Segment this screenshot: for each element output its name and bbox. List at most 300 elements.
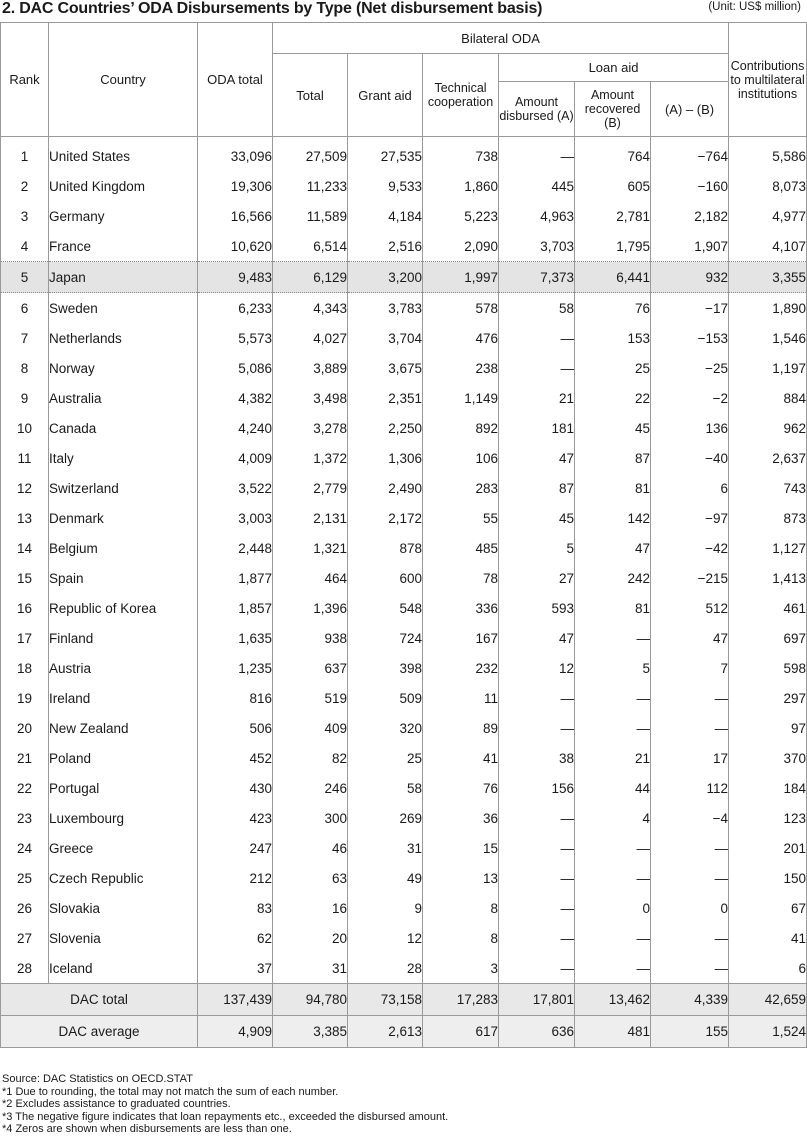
- technical-cooperation-cell: 336: [423, 593, 499, 623]
- oda-total-cell: 1,235: [198, 653, 273, 683]
- rank-cell: 23: [1, 803, 49, 833]
- amount-recovered-cell: 4: [575, 803, 651, 833]
- technical-cooperation-cell: 15: [423, 833, 499, 863]
- table-row: [1, 201, 807, 231]
- grant-aid-cell: 269: [348, 803, 423, 833]
- grant-aid-cell: 73,158: [348, 984, 423, 1016]
- rank-cell: 13: [1, 503, 49, 533]
- bilateral-total-cell: 2,131: [273, 503, 348, 533]
- bilateral-total-cell: 300: [273, 803, 348, 833]
- technical-cooperation-cell: 13: [423, 863, 499, 893]
- table-row: [1, 563, 807, 593]
- contributions-cell: 97: [729, 713, 807, 743]
- country-cell: Greece: [49, 833, 198, 863]
- oda-total-cell: 3,003: [198, 503, 273, 533]
- contributions-cell: 461: [729, 593, 807, 623]
- dac-average-row: [1, 1016, 807, 1048]
- amount-disbursed-cell: —: [499, 323, 575, 353]
- table-row: [1, 503, 807, 533]
- net-loan-cell: —: [651, 953, 729, 984]
- amount-disbursed-cell: 3,703: [499, 231, 575, 262]
- footnotes: [2, 1073, 448, 1136]
- grant-aid-cell: 58: [348, 773, 423, 803]
- unit-label: (Unit: US$ million): [708, 1, 801, 13]
- amount-recovered-cell: 142: [575, 503, 651, 533]
- technical-cooperation-cell: 167: [423, 623, 499, 653]
- technical-cooperation-cell: 106: [423, 443, 499, 473]
- rank-cell: 9: [1, 383, 49, 413]
- technical-cooperation-cell: 1,997: [423, 262, 499, 293]
- footnote-3: *3 The negative figure indicates that loan repayments etc., exceeded the disbursed amount.: [2, 1110, 449, 1123]
- bilateral-total-cell: 6,514: [273, 231, 348, 262]
- oda-total-cell: 506: [198, 713, 273, 743]
- table-row: [1, 323, 807, 353]
- country-cell: Norway: [49, 353, 198, 383]
- oda-total-cell: 430: [198, 773, 273, 803]
- grant-aid-cell: 49: [348, 863, 423, 893]
- bilateral-total-cell: 2,779: [273, 473, 348, 503]
- technical-cooperation-cell: 617: [423, 1016, 499, 1048]
- rank-cell: 6: [1, 293, 49, 324]
- net-loan-cell: 17: [651, 743, 729, 773]
- table-row: [1, 231, 807, 262]
- table-row: [1, 743, 807, 773]
- contributions-cell: 1,127: [729, 533, 807, 563]
- amount-disbursed-cell: 17,801: [499, 984, 575, 1016]
- amount-recovered-cell: —: [575, 863, 651, 893]
- table-row: [1, 683, 807, 713]
- country-cell: Slovenia: [49, 923, 198, 953]
- country-cell: New Zealand: [49, 713, 198, 743]
- country-cell: Austria: [49, 653, 198, 683]
- net-loan-cell: −215: [651, 563, 729, 593]
- net-loan-cell: −40: [651, 443, 729, 473]
- amount-recovered-cell: 47: [575, 533, 651, 563]
- amount-disbursed-cell: 445: [499, 171, 575, 201]
- technical-cooperation-cell: 738: [423, 137, 499, 172]
- oda-total-cell: 33,096: [198, 137, 273, 172]
- table-row: [1, 893, 807, 923]
- rank-cell: 10: [1, 413, 49, 443]
- grant-aid-cell: 398: [348, 653, 423, 683]
- rank-cell: 12: [1, 473, 49, 503]
- net-loan-cell: —: [651, 683, 729, 713]
- technical-cooperation-cell: 41: [423, 743, 499, 773]
- rank-cell: 21: [1, 743, 49, 773]
- rank-cell: 3: [1, 201, 49, 231]
- bilateral-total-cell: 409: [273, 713, 348, 743]
- oda-total-cell: 19,306: [198, 171, 273, 201]
- table-row: [1, 923, 807, 953]
- country-cell: Switzerland: [49, 473, 198, 503]
- contributions-cell: 123: [729, 803, 807, 833]
- oda-total-cell: 10,620: [198, 231, 273, 262]
- technical-cooperation-cell: 3: [423, 953, 499, 984]
- grant-aid-cell: 25: [348, 743, 423, 773]
- summary-label: DAC average: [1, 1016, 198, 1048]
- amount-disbursed-cell: —: [499, 803, 575, 833]
- table-row: [1, 353, 807, 383]
- amount-disbursed-cell: —: [499, 683, 575, 713]
- contributions-cell: 42,659: [729, 984, 807, 1016]
- bilateral-total-cell: 20: [273, 923, 348, 953]
- rank-cell: 2: [1, 171, 49, 201]
- oda-total-cell: 4,382: [198, 383, 273, 413]
- grant-aid-cell: 600: [348, 563, 423, 593]
- country-cell: Czech Republic: [49, 863, 198, 893]
- amount-recovered-cell: 5: [575, 653, 651, 683]
- header-loan-aid: Loan aid: [499, 54, 729, 82]
- technical-cooperation-cell: 8: [423, 923, 499, 953]
- contributions-cell: 6: [729, 953, 807, 984]
- bilateral-total-cell: 46: [273, 833, 348, 863]
- bilateral-total-cell: 4,343: [273, 293, 348, 324]
- amount-recovered-cell: 81: [575, 473, 651, 503]
- oda-total-cell: 3,522: [198, 473, 273, 503]
- net-loan-cell: −17: [651, 293, 729, 324]
- technical-cooperation-cell: 238: [423, 353, 499, 383]
- amount-disbursed-cell: 156: [499, 773, 575, 803]
- bilateral-total-cell: 27,509: [273, 137, 348, 172]
- rank-cell: 8: [1, 353, 49, 383]
- amount-disbursed-cell: 47: [499, 443, 575, 473]
- amount-recovered-cell: —: [575, 923, 651, 953]
- grant-aid-cell: 9,533: [348, 171, 423, 201]
- rank-cell: 26: [1, 893, 49, 923]
- header-country: Country: [49, 23, 198, 137]
- bilateral-total-cell: 3,385: [273, 1016, 348, 1048]
- amount-recovered-cell: —: [575, 953, 651, 984]
- country-cell: Luxembourg: [49, 803, 198, 833]
- net-loan-cell: −153: [651, 323, 729, 353]
- net-loan-cell: 47: [651, 623, 729, 653]
- oda-total-cell: 62: [198, 923, 273, 953]
- bilateral-total-cell: 3,498: [273, 383, 348, 413]
- rank-cell: 11: [1, 443, 49, 473]
- header-total: Total: [273, 54, 348, 137]
- contributions-cell: 1,197: [729, 353, 807, 383]
- rank-cell: 28: [1, 953, 49, 984]
- country-cell: France: [49, 231, 198, 262]
- footnote-1: *1 Due to rounding, the total may not match the sum of each number.: [2, 1085, 339, 1098]
- table-body: [1, 137, 807, 984]
- grant-aid-cell: 2,351: [348, 383, 423, 413]
- technical-cooperation-cell: 11: [423, 683, 499, 713]
- rank-cell: 25: [1, 863, 49, 893]
- country-cell: Republic of Korea: [49, 593, 198, 623]
- country-cell: Ireland: [49, 683, 198, 713]
- technical-cooperation-cell: 76: [423, 773, 499, 803]
- amount-recovered-cell: 242: [575, 563, 651, 593]
- amount-recovered-cell: 87: [575, 443, 651, 473]
- contributions-cell: 370: [729, 743, 807, 773]
- rank-cell: 4: [1, 231, 49, 262]
- amount-recovered-cell: 6,441: [575, 262, 651, 293]
- rank-cell: 1: [1, 137, 49, 172]
- country-cell: United States: [49, 137, 198, 172]
- table-row: [1, 262, 807, 293]
- header-a-minus-b: (A) – (B): [651, 82, 729, 137]
- table-row: [1, 953, 807, 984]
- contributions-cell: 201: [729, 833, 807, 863]
- grant-aid-cell: 2,490: [348, 473, 423, 503]
- technical-cooperation-cell: 578: [423, 293, 499, 324]
- net-loan-cell: −4: [651, 803, 729, 833]
- amount-recovered-cell: 13,462: [575, 984, 651, 1016]
- technical-cooperation-cell: 55: [423, 503, 499, 533]
- technical-cooperation-cell: 78: [423, 563, 499, 593]
- amount-disbursed-cell: —: [499, 863, 575, 893]
- table-title: 2. DAC Countries’ ODA Disbursements by Type (Net disbursement basis): [2, 0, 543, 17]
- oda-total-cell: 5,086: [198, 353, 273, 383]
- amount-disbursed-cell: 593: [499, 593, 575, 623]
- contributions-cell: 2,637: [729, 443, 807, 473]
- bilateral-total-cell: 637: [273, 653, 348, 683]
- contributions-cell: 1,890: [729, 293, 807, 324]
- grant-aid-cell: 28: [348, 953, 423, 984]
- contributions-cell: 884: [729, 383, 807, 413]
- amount-recovered-cell: 605: [575, 171, 651, 201]
- oda-total-cell: 452: [198, 743, 273, 773]
- table-row: [1, 713, 807, 743]
- grant-aid-cell: 2,613: [348, 1016, 423, 1048]
- table-row: [1, 863, 807, 893]
- amount-disbursed-cell: 7,373: [499, 262, 575, 293]
- rank-cell: 5: [1, 262, 49, 293]
- technical-cooperation-cell: 17,283: [423, 984, 499, 1016]
- amount-disbursed-cell: —: [499, 713, 575, 743]
- oda-table: [0, 22, 807, 1048]
- amount-disbursed-cell: 58: [499, 293, 575, 324]
- net-loan-cell: −2: [651, 383, 729, 413]
- amount-disbursed-cell: 636: [499, 1016, 575, 1048]
- table-row: [1, 533, 807, 563]
- rank-cell: 16: [1, 593, 49, 623]
- net-loan-cell: 4,339: [651, 984, 729, 1016]
- rank-cell: 22: [1, 773, 49, 803]
- oda-total-cell: 37: [198, 953, 273, 984]
- oda-total-cell: 247: [198, 833, 273, 863]
- country-cell: Belgium: [49, 533, 198, 563]
- technical-cooperation-cell: 283: [423, 473, 499, 503]
- amount-disbursed-cell: —: [499, 833, 575, 863]
- amount-recovered-cell: 22: [575, 383, 651, 413]
- amount-recovered-cell: 481: [575, 1016, 651, 1048]
- dac-total-row: [1, 984, 807, 1016]
- table-row: [1, 443, 807, 473]
- bilateral-total-cell: 6,129: [273, 262, 348, 293]
- technical-cooperation-cell: 1,149: [423, 383, 499, 413]
- oda-total-cell: 6,233: [198, 293, 273, 324]
- contributions-cell: 184: [729, 773, 807, 803]
- amount-disbursed-cell: 87: [499, 473, 575, 503]
- net-loan-cell: 7: [651, 653, 729, 683]
- bilateral-total-cell: 1,321: [273, 533, 348, 563]
- rank-cell: 18: [1, 653, 49, 683]
- country-cell: Italy: [49, 443, 198, 473]
- country-cell: Spain: [49, 563, 198, 593]
- amount-recovered-cell: 76: [575, 293, 651, 324]
- bilateral-total-cell: 519: [273, 683, 348, 713]
- contributions-cell: 3,355: [729, 262, 807, 293]
- technical-cooperation-cell: 485: [423, 533, 499, 563]
- contributions-cell: 1,524: [729, 1016, 807, 1048]
- bilateral-total-cell: 246: [273, 773, 348, 803]
- amount-recovered-cell: 764: [575, 137, 651, 172]
- amount-recovered-cell: 21: [575, 743, 651, 773]
- bilateral-total-cell: 63: [273, 863, 348, 893]
- bilateral-total-cell: 3,278: [273, 413, 348, 443]
- rank-cell: 27: [1, 923, 49, 953]
- contributions-cell: 8,073: [729, 171, 807, 201]
- bilateral-total-cell: 82: [273, 743, 348, 773]
- oda-total-cell: 4,909: [198, 1016, 273, 1048]
- technical-cooperation-cell: 89: [423, 713, 499, 743]
- net-loan-cell: 6: [651, 473, 729, 503]
- amount-disbursed-cell: 5: [499, 533, 575, 563]
- oda-total-cell: 83: [198, 893, 273, 923]
- bilateral-total-cell: 3,889: [273, 353, 348, 383]
- bilateral-total-cell: 31: [273, 953, 348, 984]
- amount-disbursed-cell: 47: [499, 623, 575, 653]
- country-cell: Netherlands: [49, 323, 198, 353]
- technical-cooperation-cell: 36: [423, 803, 499, 833]
- rank-cell: 20: [1, 713, 49, 743]
- amount-disbursed-cell: 45: [499, 503, 575, 533]
- technical-cooperation-cell: 5,223: [423, 201, 499, 231]
- table-row: [1, 833, 807, 863]
- amount-recovered-cell: —: [575, 683, 651, 713]
- table-row: [1, 137, 807, 172]
- oda-total-cell: 16,566: [198, 201, 273, 231]
- amount-disbursed-cell: —: [499, 923, 575, 953]
- oda-total-cell: 1,877: [198, 563, 273, 593]
- net-loan-cell: −764: [651, 137, 729, 172]
- net-loan-cell: —: [651, 713, 729, 743]
- grant-aid-cell: 12: [348, 923, 423, 953]
- header-grant-aid: Grant aid: [348, 54, 423, 137]
- grant-aid-cell: 878: [348, 533, 423, 563]
- country-cell: Finland: [49, 623, 198, 653]
- header-bilateral-oda: Bilateral ODA: [273, 23, 729, 54]
- net-loan-cell: 155: [651, 1016, 729, 1048]
- table-row: [1, 773, 807, 803]
- footnote-source: Source: DAC Statistics on OECD.STAT: [2, 1073, 193, 1085]
- amount-disbursed-cell: 4,963: [499, 201, 575, 231]
- net-loan-cell: 512: [651, 593, 729, 623]
- contributions-cell: 41: [729, 923, 807, 953]
- oda-total-cell: 423: [198, 803, 273, 833]
- table-row: [1, 803, 807, 833]
- grant-aid-cell: 3,200: [348, 262, 423, 293]
- table-row: [1, 623, 807, 653]
- amount-disbursed-cell: —: [499, 893, 575, 923]
- summary-label: DAC total: [1, 984, 198, 1016]
- net-loan-cell: 2,182: [651, 201, 729, 231]
- bilateral-total-cell: 938: [273, 623, 348, 653]
- oda-total-cell: 5,573: [198, 323, 273, 353]
- net-loan-cell: 136: [651, 413, 729, 443]
- grant-aid-cell: 3,704: [348, 323, 423, 353]
- amount-disbursed-cell: —: [499, 953, 575, 984]
- amount-recovered-cell: 0: [575, 893, 651, 923]
- grant-aid-cell: 2,250: [348, 413, 423, 443]
- amount-recovered-cell: —: [575, 623, 651, 653]
- technical-cooperation-cell: 2,090: [423, 231, 499, 262]
- amount-disbursed-cell: 21: [499, 383, 575, 413]
- country-cell: Poland: [49, 743, 198, 773]
- amount-recovered-cell: 2,781: [575, 201, 651, 231]
- table-row: [1, 293, 807, 324]
- amount-disbursed-cell: 27: [499, 563, 575, 593]
- country-cell: Denmark: [49, 503, 198, 533]
- grant-aid-cell: 27,535: [348, 137, 423, 172]
- table-row: [1, 653, 807, 683]
- grant-aid-cell: 2,516: [348, 231, 423, 262]
- amount-recovered-cell: 44: [575, 773, 651, 803]
- rank-cell: 24: [1, 833, 49, 863]
- amount-disbursed-cell: 38: [499, 743, 575, 773]
- amount-recovered-cell: —: [575, 833, 651, 863]
- country-cell: Australia: [49, 383, 198, 413]
- net-loan-cell: —: [651, 833, 729, 863]
- header-technical-cooperation: Technical cooperation: [423, 54, 499, 137]
- technical-cooperation-cell: 892: [423, 413, 499, 443]
- bilateral-total-cell: 1,396: [273, 593, 348, 623]
- grant-aid-cell: 9: [348, 893, 423, 923]
- amount-disbursed-cell: 12: [499, 653, 575, 683]
- bilateral-total-cell: 4,027: [273, 323, 348, 353]
- contributions-cell: 297: [729, 683, 807, 713]
- bilateral-total-cell: 94,780: [273, 984, 348, 1016]
- contributions-cell: 4,977: [729, 201, 807, 231]
- country-cell: Germany: [49, 201, 198, 231]
- technical-cooperation-cell: 476: [423, 323, 499, 353]
- oda-total-cell: 137,439: [198, 984, 273, 1016]
- country-cell: United Kingdom: [49, 171, 198, 201]
- amount-recovered-cell: 153: [575, 323, 651, 353]
- net-loan-cell: −160: [651, 171, 729, 201]
- country-cell: Iceland: [49, 953, 198, 984]
- contributions-cell: 67: [729, 893, 807, 923]
- contributions-cell: 5,586: [729, 137, 807, 172]
- grant-aid-cell: 31: [348, 833, 423, 863]
- bilateral-total-cell: 16: [273, 893, 348, 923]
- country-cell: Canada: [49, 413, 198, 443]
- country-cell: Portugal: [49, 773, 198, 803]
- amount-recovered-cell: 25: [575, 353, 651, 383]
- amount-recovered-cell: 81: [575, 593, 651, 623]
- net-loan-cell: −42: [651, 533, 729, 563]
- technical-cooperation-cell: 1,860: [423, 171, 499, 201]
- technical-cooperation-cell: 232: [423, 653, 499, 683]
- grant-aid-cell: 320: [348, 713, 423, 743]
- header-oda-total: ODA total: [198, 23, 273, 137]
- net-loan-cell: 0: [651, 893, 729, 923]
- net-loan-cell: 112: [651, 773, 729, 803]
- grant-aid-cell: 548: [348, 593, 423, 623]
- contributions-cell: 873: [729, 503, 807, 533]
- net-loan-cell: —: [651, 863, 729, 893]
- table-row: [1, 383, 807, 413]
- country-cell: Japan: [49, 262, 198, 293]
- technical-cooperation-cell: 8: [423, 893, 499, 923]
- country-cell: Sweden: [49, 293, 198, 324]
- amount-recovered-cell: 1,795: [575, 231, 651, 262]
- header-amount-recovered: Amount recovered (B): [575, 82, 651, 137]
- contributions-cell: 697: [729, 623, 807, 653]
- rank-cell: 17: [1, 623, 49, 653]
